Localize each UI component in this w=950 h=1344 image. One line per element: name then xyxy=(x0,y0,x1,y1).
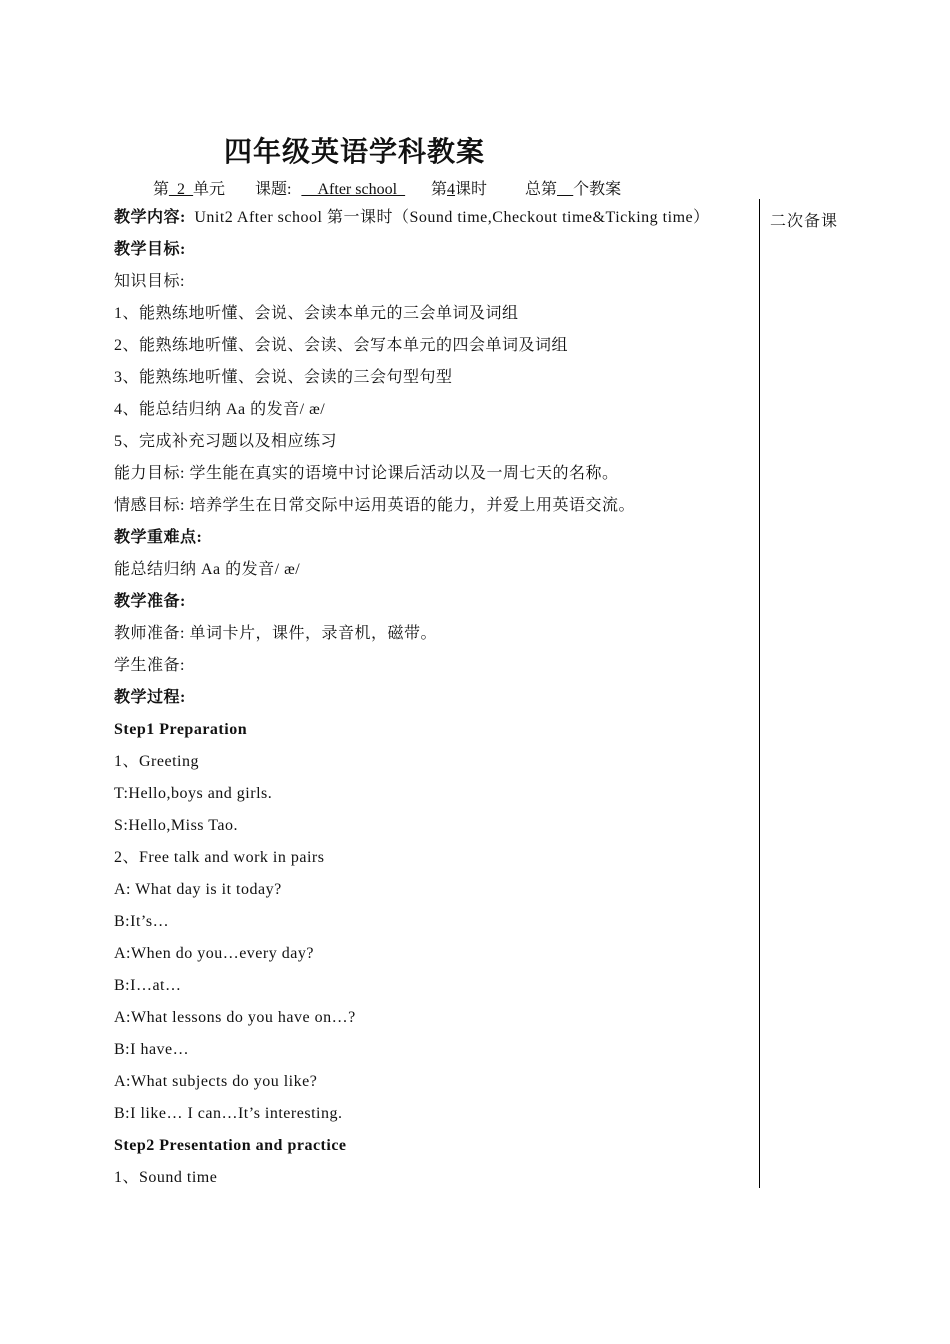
content-line: 1、Greeting xyxy=(114,753,199,770)
content-line: 1、能熟练地听懂、会说、会读本单元的三会单词及词组 xyxy=(114,305,519,322)
teaching-content-line xyxy=(114,208,754,240)
section-heading: 教学重难点: xyxy=(114,529,203,546)
content-line: B:I have… xyxy=(114,1041,190,1058)
content-line: 能力目标: 学生能在真实的语境中讨论课后活动以及一周七天的名称。 xyxy=(114,465,619,482)
content-line: 情感目标: 培养学生在日常交际中运用英语的能力，并爱上用英语交流。 xyxy=(114,497,635,514)
section-heading: 教学过程: xyxy=(114,689,186,706)
content-line: B:I like… I can…It’s interesting. xyxy=(114,1105,343,1122)
column-divider xyxy=(759,199,760,1188)
section-heading: Step1 Preparation xyxy=(114,721,248,738)
lesson-content xyxy=(114,208,754,1200)
content-line: B:I…at… xyxy=(114,977,182,994)
content-line: A: What day is it today? xyxy=(114,881,282,898)
teaching-content-label: 教学内容: xyxy=(114,209,186,226)
lesson-number: 4 xyxy=(447,181,456,198)
content-line: S:Hello,Miss Tao. xyxy=(114,817,238,834)
topic-label: 课题: xyxy=(255,181,292,198)
content-line: 知识目标: xyxy=(114,273,185,290)
lesson-suffix: 课时 xyxy=(455,181,488,198)
section-heading: 教学准备: xyxy=(114,593,186,610)
lesson-prefix: 第 xyxy=(431,181,448,198)
content-line: 教师准备: 单词卡片，课件，录音机，磁带。 xyxy=(114,625,437,642)
content-line: 2、Free talk and work in pairs xyxy=(114,849,325,866)
content-line: 能总结归纳 Aa 的发音/ æ/ xyxy=(114,561,301,578)
content-line: A:When do you…every day? xyxy=(114,945,314,962)
content-line: 学生准备: xyxy=(114,657,185,674)
content-lines xyxy=(114,240,754,1200)
content-line: 1、Sound time xyxy=(114,1169,218,1186)
content-line: A:What subjects do you like? xyxy=(114,1073,318,1090)
unit-prefix: 第 xyxy=(153,181,170,198)
content-line: T:Hello,boys and girls. xyxy=(114,785,273,802)
content-line: B:It’s… xyxy=(114,913,170,930)
topic-value: __After school_ xyxy=(301,181,406,198)
page-title: 四年级英语学科教案 xyxy=(224,135,486,168)
section-heading: Step2 Presentation and practice xyxy=(114,1137,347,1154)
lesson-meta-line xyxy=(153,176,621,199)
content-line: 4、能总结归纳 Aa 的发音/ æ/ xyxy=(114,401,326,418)
content-line: 5、完成补充习题以及相应练习 xyxy=(114,433,338,450)
content-line: 2、能熟练地听懂、会说、会读、会写本单元的四会单词及词组 xyxy=(114,337,569,354)
unit-suffix: 单元 xyxy=(193,181,226,198)
teaching-content-value: Unit2 After school 第一课时（Sound time,Checkout time&Ticking time） xyxy=(194,209,710,226)
total-prefix: 总第 xyxy=(525,181,558,198)
total-suffix: 个教案 xyxy=(573,181,622,198)
total-blank: __ xyxy=(557,181,574,198)
unit-number: _2_ xyxy=(169,181,194,198)
content-line: 3、能熟练地听懂、会说、会读的三会句型句型 xyxy=(114,369,453,386)
secondary-prep-label: 二次备课 xyxy=(770,213,839,230)
content-line: A:What lessons do you have on…? xyxy=(114,1009,356,1026)
section-heading: 教学目标: xyxy=(114,241,186,258)
